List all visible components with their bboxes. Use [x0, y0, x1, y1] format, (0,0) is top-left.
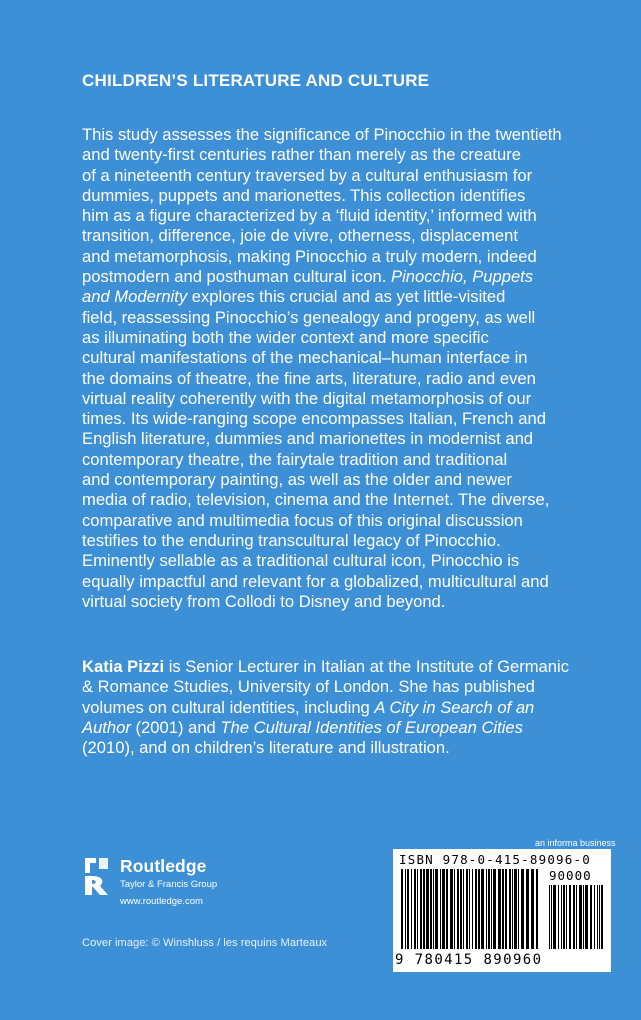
barcode-bar: [405, 869, 406, 949]
barcode-bar: [466, 869, 468, 949]
barcode-bar: [558, 885, 559, 949]
barcode-bar: [454, 869, 455, 949]
publisher-group: Taylor & Francis Group: [120, 879, 218, 890]
blurb-line: cultural manifestations of the mechanical–human interface in: [82, 348, 528, 368]
publisher-name: Routledge: [120, 856, 207, 876]
barcode-bar: [561, 885, 562, 949]
bio-text: (2001) and: [135, 717, 216, 737]
barcode-bar: [486, 869, 487, 949]
author-bio: [82, 657, 592, 758]
barcode-bar: [430, 869, 432, 949]
blurb-line: contemporary theatre, the fairytale tradition and traditional: [82, 449, 508, 469]
blurb-line: English literature, dummies and marionettes in modernist and: [82, 429, 534, 449]
blurb-line: virtual society from Collodi to Disney and beyond.: [82, 591, 446, 611]
bio-line: [82, 657, 592, 677]
barcode-bar: [599, 885, 600, 949]
blurb-line: comparative and multimedia focus of this original discussion: [82, 510, 523, 530]
blurb-line: of a nineteenth century traversed by a cultural enthusiasm for: [82, 165, 533, 185]
informa-tagline: an informa business: [535, 838, 616, 848]
blurb-line: [82, 267, 592, 287]
barcode-bar: [423, 869, 425, 949]
barcode-bar: [551, 885, 552, 949]
blurb-line: [82, 287, 592, 307]
blurb-line: times. Its wide-ranging scope encompasses Italian, French and: [82, 409, 546, 429]
barcode-bar: [526, 869, 529, 949]
blurb-line: and twenty-first centuries rather than merely as the creature: [82, 145, 522, 165]
barcode-bar: [569, 885, 571, 949]
barcode-bar: [518, 869, 519, 949]
barcode-bar: [460, 869, 462, 949]
bio-text: volumes on cultural identities, including: [82, 697, 370, 717]
barcode-bar: [590, 885, 592, 949]
barcode-bar: [491, 869, 492, 949]
barcode-bar: [563, 885, 565, 949]
blurb-line-text: postmodern and posthuman cultural icon.: [82, 267, 387, 287]
blurb-line: him as a figure characterized by a ‘fluid identity,’ informed with: [82, 206, 537, 226]
blurb-line: This study assesses the significance of Pinocchio in the twentieth: [82, 125, 562, 144]
publisher-url: www.routledge.com: [120, 896, 203, 907]
bio-text: is Senior Lecturer in Italian at the Institute of Germanic: [168, 657, 569, 676]
barcode-bar: [469, 869, 470, 949]
barcode-bar: [502, 869, 504, 949]
barcode-bar: [450, 869, 453, 949]
barcode-bar: [420, 869, 422, 949]
author-name: Katia Pizzi: [82, 657, 165, 676]
series-title: CHILDREN’S LITERATURE AND CULTURE: [82, 71, 430, 90]
barcode-bar: [509, 869, 511, 949]
blurb-line: media of radio, television, cinema and the Internet. The diverse,: [82, 490, 550, 510]
barcode-bar: [553, 885, 556, 949]
barcode-bar: [426, 869, 429, 949]
barcode-bar: [549, 885, 550, 949]
barcode-bar: [583, 885, 584, 949]
barcode-bar: [601, 885, 603, 949]
bio-line: [82, 698, 592, 718]
blurb-line: transition, difference, joie de vivre, otherness, displacement: [82, 226, 518, 246]
barcode-bar: [505, 869, 507, 949]
book-title-italic: and Modernity: [82, 287, 188, 307]
barcode-bar: [514, 869, 517, 949]
barcode-bar: [521, 869, 524, 949]
barcode-bar: [442, 869, 445, 949]
barcode-bar: [478, 869, 480, 949]
book-title-italic: A City in Search of an: [374, 697, 535, 717]
bio-line: & Romance Studies, University of London. She has published: [82, 677, 535, 697]
blurb-line: and metamorphosis, making Pinocchio a truly modern, indeed: [82, 246, 537, 266]
blurb-line: field, reassessing Pinocchio’s genealogy and progeny, as well: [82, 307, 536, 327]
barcode-bar: [498, 869, 501, 949]
book-title-italic: Author: [82, 717, 131, 737]
barcode-bar: [594, 885, 595, 949]
barcode-bar: [401, 869, 403, 949]
barcode-bar: [531, 869, 534, 949]
blurb-line: equally impactful and relevant for a globalized, multicultural and: [82, 571, 549, 591]
blurb-line: dummies, puppets and marionettes. This collection identifies: [82, 185, 526, 205]
blurb-line: the domains of theatre, the fine arts, literature, radio and even: [82, 368, 536, 388]
ean-number: 9 780415 890960: [395, 952, 543, 968]
barcode-bar: [446, 869, 448, 949]
blurb-line: Eminently sellable as a traditional cultural icon, Pinocchio is: [82, 551, 520, 571]
barcode-bar: [573, 885, 575, 949]
barcode-bar: [597, 885, 598, 949]
book-title-italic: The Cultural Identities of European Cities: [220, 717, 523, 737]
barcode-bar: [440, 869, 441, 949]
bio-line: [82, 718, 592, 738]
barcode-bar: [414, 869, 416, 949]
barcode-bar: [433, 869, 434, 949]
barcode-bar: [493, 869, 496, 949]
blurb-line: virtual reality coherently with the digital metamorphosis of our: [82, 388, 532, 408]
barcode-bar: [457, 869, 459, 949]
barcode-bar: [407, 869, 409, 949]
barcode-bar: [472, 869, 473, 949]
barcode-bar: [488, 869, 490, 949]
barcode-bar: [481, 869, 484, 949]
blurb-line: testifies to the enduring transcultural legacy of Pinocchio.: [82, 530, 501, 550]
book-description: [82, 125, 592, 612]
barcode-bar: [463, 869, 464, 949]
barcode-bar: [417, 869, 418, 949]
cover-credit: Cover image: © Winshluss / les requins Marteaux: [82, 937, 328, 949]
barcode-bar: [566, 885, 567, 949]
routledge-logo-icon: [82, 855, 112, 897]
price-code: 90000: [549, 868, 592, 883]
barcode-bar: [585, 885, 588, 949]
barcode-bar: [576, 885, 577, 949]
barcode-bar: [435, 869, 438, 949]
book-title-italic: Pinocchio, Puppets: [391, 267, 534, 287]
barcode-icon: [401, 869, 605, 955]
barcode-bar: [411, 869, 412, 949]
blurb-line-text: explores this crucial and as yet little-visited: [191, 287, 506, 307]
barcode-bar: [536, 869, 538, 949]
blurb-line: as illuminating both the wider context and more specific: [82, 327, 489, 347]
blurb-line: and contemporary painting, as well as the older and newer: [82, 470, 512, 490]
barcode-bar: [579, 885, 582, 949]
bio-line: (2010), and on children’s literature and illustration.: [82, 738, 450, 758]
barcode-bar: [475, 869, 477, 949]
barcode-bar: [512, 869, 513, 949]
isbn-number: ISBN 978-0-415-89096-0: [399, 852, 591, 867]
barcode-panel: [393, 849, 611, 972]
